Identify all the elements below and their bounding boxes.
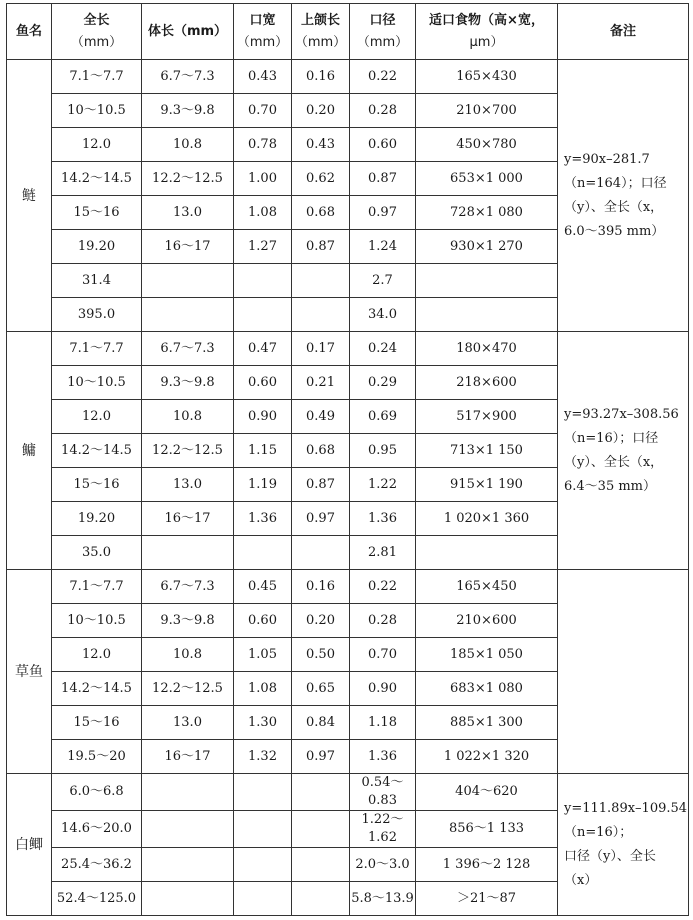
upper-jaw-cell: 0.87 [292,230,350,264]
mouth-diameter-cell: 0.97 [350,196,416,230]
total-length-cell: 15～16 [52,706,142,740]
header-total-length-unit: （mm） [70,34,123,50]
mouth-width-cell: 0.60 [234,366,292,400]
mouth-width-cell: 1.27 [234,230,292,264]
mouth-width-cell: 1.19 [234,468,292,502]
body-length-cell: 13.0 [142,468,234,502]
header-mouth-width-unit: （mm） [236,34,289,50]
upper-jaw-cell [292,264,350,298]
body-length-cell [142,536,234,570]
upper-jaw-cell: 0.20 [292,94,350,128]
mouth-diameter-cell: 0.22 [350,60,416,94]
food-size-cell: 930×1 270 [416,230,558,264]
fish-name-cell: 鲢 [7,60,52,332]
body-length-cell [142,298,234,332]
mouth-width-cell: 1.05 [234,638,292,672]
food-size-cell: ＞21～87 [416,882,558,916]
body-length-cell: 9.3～9.8 [142,366,234,400]
food-size-cell: 856～1 133 [416,811,558,848]
mouth-diameter-cell: 0.70 [350,638,416,672]
mouth-diameter-cell: 1.22 [350,468,416,502]
header-upper-jaw [292,4,350,60]
body-length-cell: 9.3～9.8 [142,604,234,638]
fish-name-cell: 草鱼 [7,570,52,774]
table-row [7,332,689,366]
mouth-diameter-cell: 1.36 [350,740,416,774]
mouth-width-cell [234,536,292,570]
mouth-diameter-cell: 1.36 [350,502,416,536]
upper-jaw-cell: 0.62 [292,162,350,196]
mouth-width-cell [234,811,292,848]
mouth-width-cell: 1.08 [234,672,292,706]
note-line: y=90x–281.7 [564,151,650,167]
body-length-cell: 13.0 [142,196,234,230]
upper-jaw-cell [292,811,350,848]
note-line: 口径（y）、全长 [564,848,656,864]
upper-jaw-cell: 0.87 [292,468,350,502]
body-length-cell: 12.2～12.5 [142,672,234,706]
food-size-cell: 885×1 300 [416,706,558,740]
header-total-length [52,4,142,60]
mouth-width-cell: 1.36 [234,502,292,536]
upper-jaw-cell [292,848,350,882]
total-length-cell: 52.4～125.0 [52,882,142,916]
food-size-cell: 915×1 190 [416,468,558,502]
mouth-width-cell: 1.32 [234,740,292,774]
mouth-diameter-cell: 2.7 [350,264,416,298]
note-line: （y）、全长（x， [564,454,664,470]
mouth-diameter-cell: 2.0～3.0 [350,848,416,882]
header-row [7,4,689,60]
mouth-width-cell: 0.47 [234,332,292,366]
upper-jaw-cell: 0.16 [292,60,350,94]
note-line: y=93.27x–308.56 [564,406,679,422]
mouth-width-cell: 1.00 [234,162,292,196]
mouth-diameter-cell: 1.22～1.62 [350,811,416,848]
food-size-cell: 713×1 150 [416,434,558,468]
body-length-cell: 10.8 [142,638,234,672]
mouth-width-cell: 1.30 [234,706,292,740]
total-length-cell: 12.0 [52,400,142,434]
body-length-cell: 16～17 [142,230,234,264]
total-length-cell: 19.5～20 [52,740,142,774]
mouth-width-cell: 0.90 [234,400,292,434]
body-length-cell: 6.7～7.3 [142,60,234,94]
header-note: 备注 [558,4,689,60]
header-mouth-width-label: 口宽 [249,12,276,28]
upper-jaw-cell: 0.68 [292,434,350,468]
note-cell [558,774,689,916]
body-length-cell: 16～17 [142,740,234,774]
body-length-cell [142,774,234,811]
food-size-cell: 180×470 [416,332,558,366]
total-length-cell: 14.2～14.5 [52,434,142,468]
note-line: （n=16）；口径 [564,430,659,446]
header-total-length-label: 全长 [83,12,110,28]
table-row [7,774,689,811]
mouth-diameter-cell: 0.69 [350,400,416,434]
note-cell [558,570,689,774]
food-size-cell: 210×600 [416,604,558,638]
mouth-width-cell: 0.70 [234,94,292,128]
food-size-cell: 517×900 [416,400,558,434]
mouth-diameter-cell: 0.87 [350,162,416,196]
body-length-cell [142,882,234,916]
upper-jaw-cell [292,882,350,916]
mouth-width-cell [234,298,292,332]
total-length-cell: 395.0 [52,298,142,332]
food-size-cell: 210×700 [416,94,558,128]
upper-jaw-cell: 0.68 [292,196,350,230]
upper-jaw-cell: 0.20 [292,604,350,638]
mouth-diameter-cell: 2.81 [350,536,416,570]
body-length-cell: 10.8 [142,400,234,434]
mouth-width-cell: 0.43 [234,60,292,94]
food-size-cell: 404～620 [416,774,558,811]
mouth-diameter-cell: 0.28 [350,604,416,638]
mouth-diameter-cell: 0.95 [350,434,416,468]
upper-jaw-cell [292,774,350,811]
mouth-diameter-cell: 0.22 [350,570,416,604]
note-line: （n=164）；口径 [564,175,667,191]
mouth-width-cell [234,882,292,916]
mouth-width-cell: 0.60 [234,604,292,638]
mouth-width-cell: 1.08 [234,196,292,230]
upper-jaw-cell: 0.50 [292,638,350,672]
note-line: 6.0～395 mm） [564,223,665,239]
note-cell [558,60,689,332]
body-length-cell [142,848,234,882]
total-length-cell: 15～16 [52,196,142,230]
header-mouth-diameter-label: 口径 [369,12,396,28]
header-mouth-width [234,4,292,60]
total-length-cell: 7.1～7.7 [52,332,142,366]
mouth-width-cell: 1.15 [234,434,292,468]
body-length-cell [142,811,234,848]
total-length-cell: 14.2～14.5 [52,672,142,706]
food-size-cell: 185×1 050 [416,638,558,672]
body-length-cell: 13.0 [142,706,234,740]
total-length-cell: 6.0～6.8 [52,774,142,811]
mouth-diameter-cell: 5.8～13.9 [350,882,416,916]
header-food-size-label: 适口食物（高×宽， [429,12,544,28]
food-size-cell: 450×780 [416,128,558,162]
upper-jaw-cell: 0.16 [292,570,350,604]
fish-mouth-table [6,3,689,916]
body-length-cell [142,264,234,298]
upper-jaw-cell [292,298,350,332]
mouth-diameter-cell: 0.90 [350,672,416,706]
mouth-diameter-cell: 34.0 [350,298,416,332]
food-size-cell: 683×1 080 [416,672,558,706]
body-length-cell: 16～17 [142,502,234,536]
upper-jaw-cell: 0.65 [292,672,350,706]
food-size-cell: 1 396～2 128 [416,848,558,882]
total-length-cell: 19.20 [52,230,142,264]
mouth-diameter-cell: 1.24 [350,230,416,264]
total-length-cell: 15～16 [52,468,142,502]
header-mouth-diameter-unit: （mm） [356,34,409,50]
total-length-cell: 10～10.5 [52,94,142,128]
total-length-cell: 12.0 [52,638,142,672]
total-length-cell: 25.4～36.2 [52,848,142,882]
food-size-cell [416,264,558,298]
mouth-diameter-cell: 0.60 [350,128,416,162]
header-upper-jaw-unit: （mm） [294,34,347,50]
body-length-cell: 6.7～7.3 [142,332,234,366]
fish-name-cell: 鳙 [7,332,52,570]
mouth-width-cell [234,774,292,811]
total-length-cell: 35.0 [52,536,142,570]
food-size-cell: 1 020×1 360 [416,502,558,536]
header-food-size [416,4,558,60]
table-body [7,60,689,916]
upper-jaw-cell: 0.17 [292,332,350,366]
header-body-length: 体长（mm） [142,4,234,60]
mouth-diameter-cell: 0.28 [350,94,416,128]
food-size-cell: 653×1 000 [416,162,558,196]
mouth-diameter-cell: 1.18 [350,706,416,740]
food-size-cell: 1 022×1 320 [416,740,558,774]
header-mouth-diameter [350,4,416,60]
header-food-size-unit: μm） [469,34,504,50]
total-length-cell: 7.1～7.7 [52,570,142,604]
mouth-width-cell: 0.78 [234,128,292,162]
food-size-cell [416,298,558,332]
upper-jaw-cell: 0.49 [292,400,350,434]
upper-jaw-cell: 0.84 [292,706,350,740]
body-length-cell: 6.7～7.3 [142,570,234,604]
table-row [7,60,689,94]
body-length-cell: 10.8 [142,128,234,162]
header-upper-jaw-label: 上颌长 [300,12,340,28]
food-size-cell: 165×430 [416,60,558,94]
mouth-diameter-cell: 0.29 [350,366,416,400]
table-row [7,570,689,604]
note-line: 6.4～35 mm） [564,478,657,494]
total-length-cell: 12.0 [52,128,142,162]
upper-jaw-cell: 0.97 [292,502,350,536]
upper-jaw-cell: 0.21 [292,366,350,400]
mouth-diameter-cell: 0.54～0.83 [350,774,416,811]
food-size-cell: 728×1 080 [416,196,558,230]
note-line: （n=16）； [564,824,633,840]
total-length-cell: 31.4 [52,264,142,298]
note-line: （y）、全长（x， [564,199,664,215]
total-length-cell: 10～10.5 [52,366,142,400]
body-length-cell: 9.3～9.8 [142,94,234,128]
total-length-cell: 19.20 [52,502,142,536]
mouth-width-cell [234,264,292,298]
food-size-cell: 165×450 [416,570,558,604]
header-fish: 鱼名 [7,4,52,60]
mouth-width-cell: 0.45 [234,570,292,604]
body-length-cell: 12.2～12.5 [142,434,234,468]
upper-jaw-cell: 0.97 [292,740,350,774]
food-size-cell [416,536,558,570]
total-length-cell: 14.2～14.5 [52,162,142,196]
fish-name-cell: 白鲫 [7,774,52,916]
note-line: （x） [564,872,598,888]
mouth-diameter-cell: 0.24 [350,332,416,366]
note-cell [558,332,689,570]
upper-jaw-cell: 0.43 [292,128,350,162]
total-length-cell: 14.6～20.0 [52,811,142,848]
note-line: y=111.89x–109.54 [564,800,688,816]
mouth-width-cell [234,848,292,882]
upper-jaw-cell [292,536,350,570]
body-length-cell: 12.2～12.5 [142,162,234,196]
food-size-cell: 218×600 [416,366,558,400]
total-length-cell: 7.1～7.7 [52,60,142,94]
total-length-cell: 10～10.5 [52,604,142,638]
